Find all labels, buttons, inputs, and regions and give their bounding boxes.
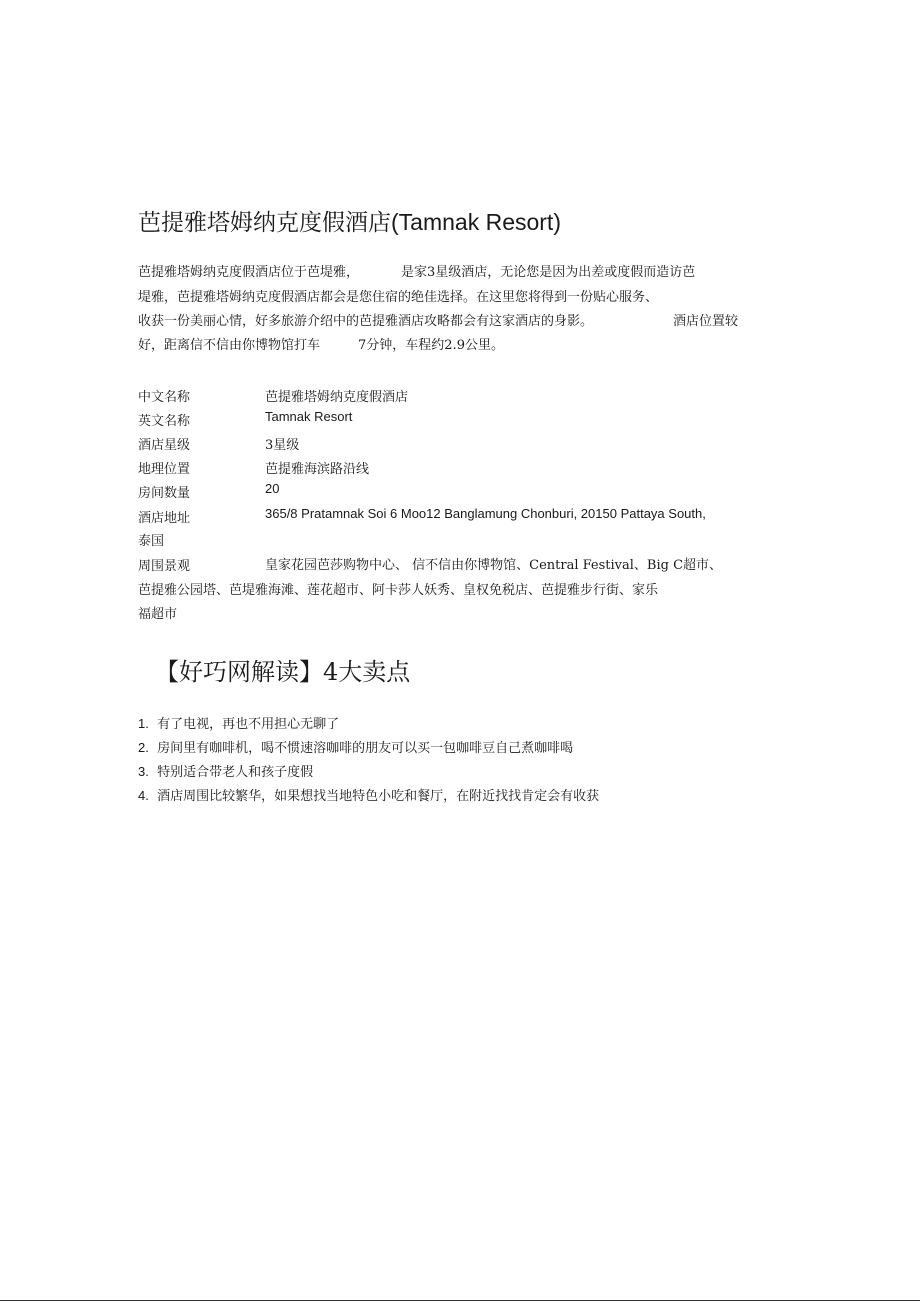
- info-label: 酒店地址: [138, 511, 191, 526]
- intro-line: 收获一份美丽心情，好多旅游介绍中的芭提雅酒店攻略都会有这家酒店的身影。 酒店位置较: [138, 314, 739, 329]
- info-value: 芭提雅海滨路沿线: [265, 462, 370, 477]
- list-item: 4. 酒店周围比较繁华，如果想找当地特色小吃和餐厅，在附近找找肯定会有收获: [138, 788, 600, 804]
- info-label: 地理位置: [138, 462, 191, 477]
- page-bottom-rule: [0, 1300, 920, 1301]
- info-value: 皇家花园芭莎购物中心、 信不信由你博物馆、Central Festival、Big C超市、: [265, 558, 723, 573]
- list-item: 2. 房间里有咖啡机，喝不惯速溶咖啡的朋友可以买一包咖啡豆自己煮咖啡喝: [138, 740, 574, 756]
- info-label: 英文名称: [138, 414, 191, 429]
- section-title: 【好巧网解读】4大卖点: [155, 658, 411, 686]
- list-item: 3. 特别适合带老人和孩子度假: [138, 764, 314, 780]
- intro-line: 堤雅，芭提雅塔姆纳克度假酒店都会是您住宿的绝佳选择。在这里您将得到一份贴心服务、: [138, 290, 659, 305]
- info-value-cont: 福超市: [138, 607, 178, 622]
- intro-line: 芭提雅塔姆纳克度假酒店位于芭堤雅， 是家3星级酒店，无论您是因为出差或度假而造访芭: [138, 265, 696, 280]
- page-title: [138, 204, 561, 237]
- info-label: 房间数量: [138, 486, 191, 501]
- info-value: 3星级: [265, 438, 300, 453]
- info-value: 20: [265, 481, 280, 496]
- info-value: 365/8 Pratamnak Soi 6 Moo12 Banglamung Chonburi, 20150 Pattaya South,: [265, 506, 706, 521]
- info-value: Tamnak Resort: [265, 409, 353, 424]
- info-value-cont: 芭提雅公园塔、芭堤雅海滩、莲花超市、阿卡莎人妖秀、皇权免税店、芭提雅步行街、家乐: [138, 583, 659, 598]
- intro-line: 好，距离信不信由你博物馆打车 7分钟，车程约2.9公里。: [138, 338, 504, 353]
- title-en: (Tamnak Resort): [391, 209, 561, 235]
- info-value: 芭提雅塔姆纳克度假酒店: [265, 390, 409, 405]
- list-item: 1. 有了电视，再也不用担心无聊了: [138, 716, 340, 732]
- info-value-cont: 泰国: [138, 534, 165, 549]
- title-cn: 芭提雅塔姆纳克度假酒店: [138, 210, 391, 236]
- info-label: 酒店星级: [138, 438, 191, 453]
- info-label: 中文名称: [138, 390, 191, 405]
- info-label: 周围景观: [138, 559, 191, 574]
